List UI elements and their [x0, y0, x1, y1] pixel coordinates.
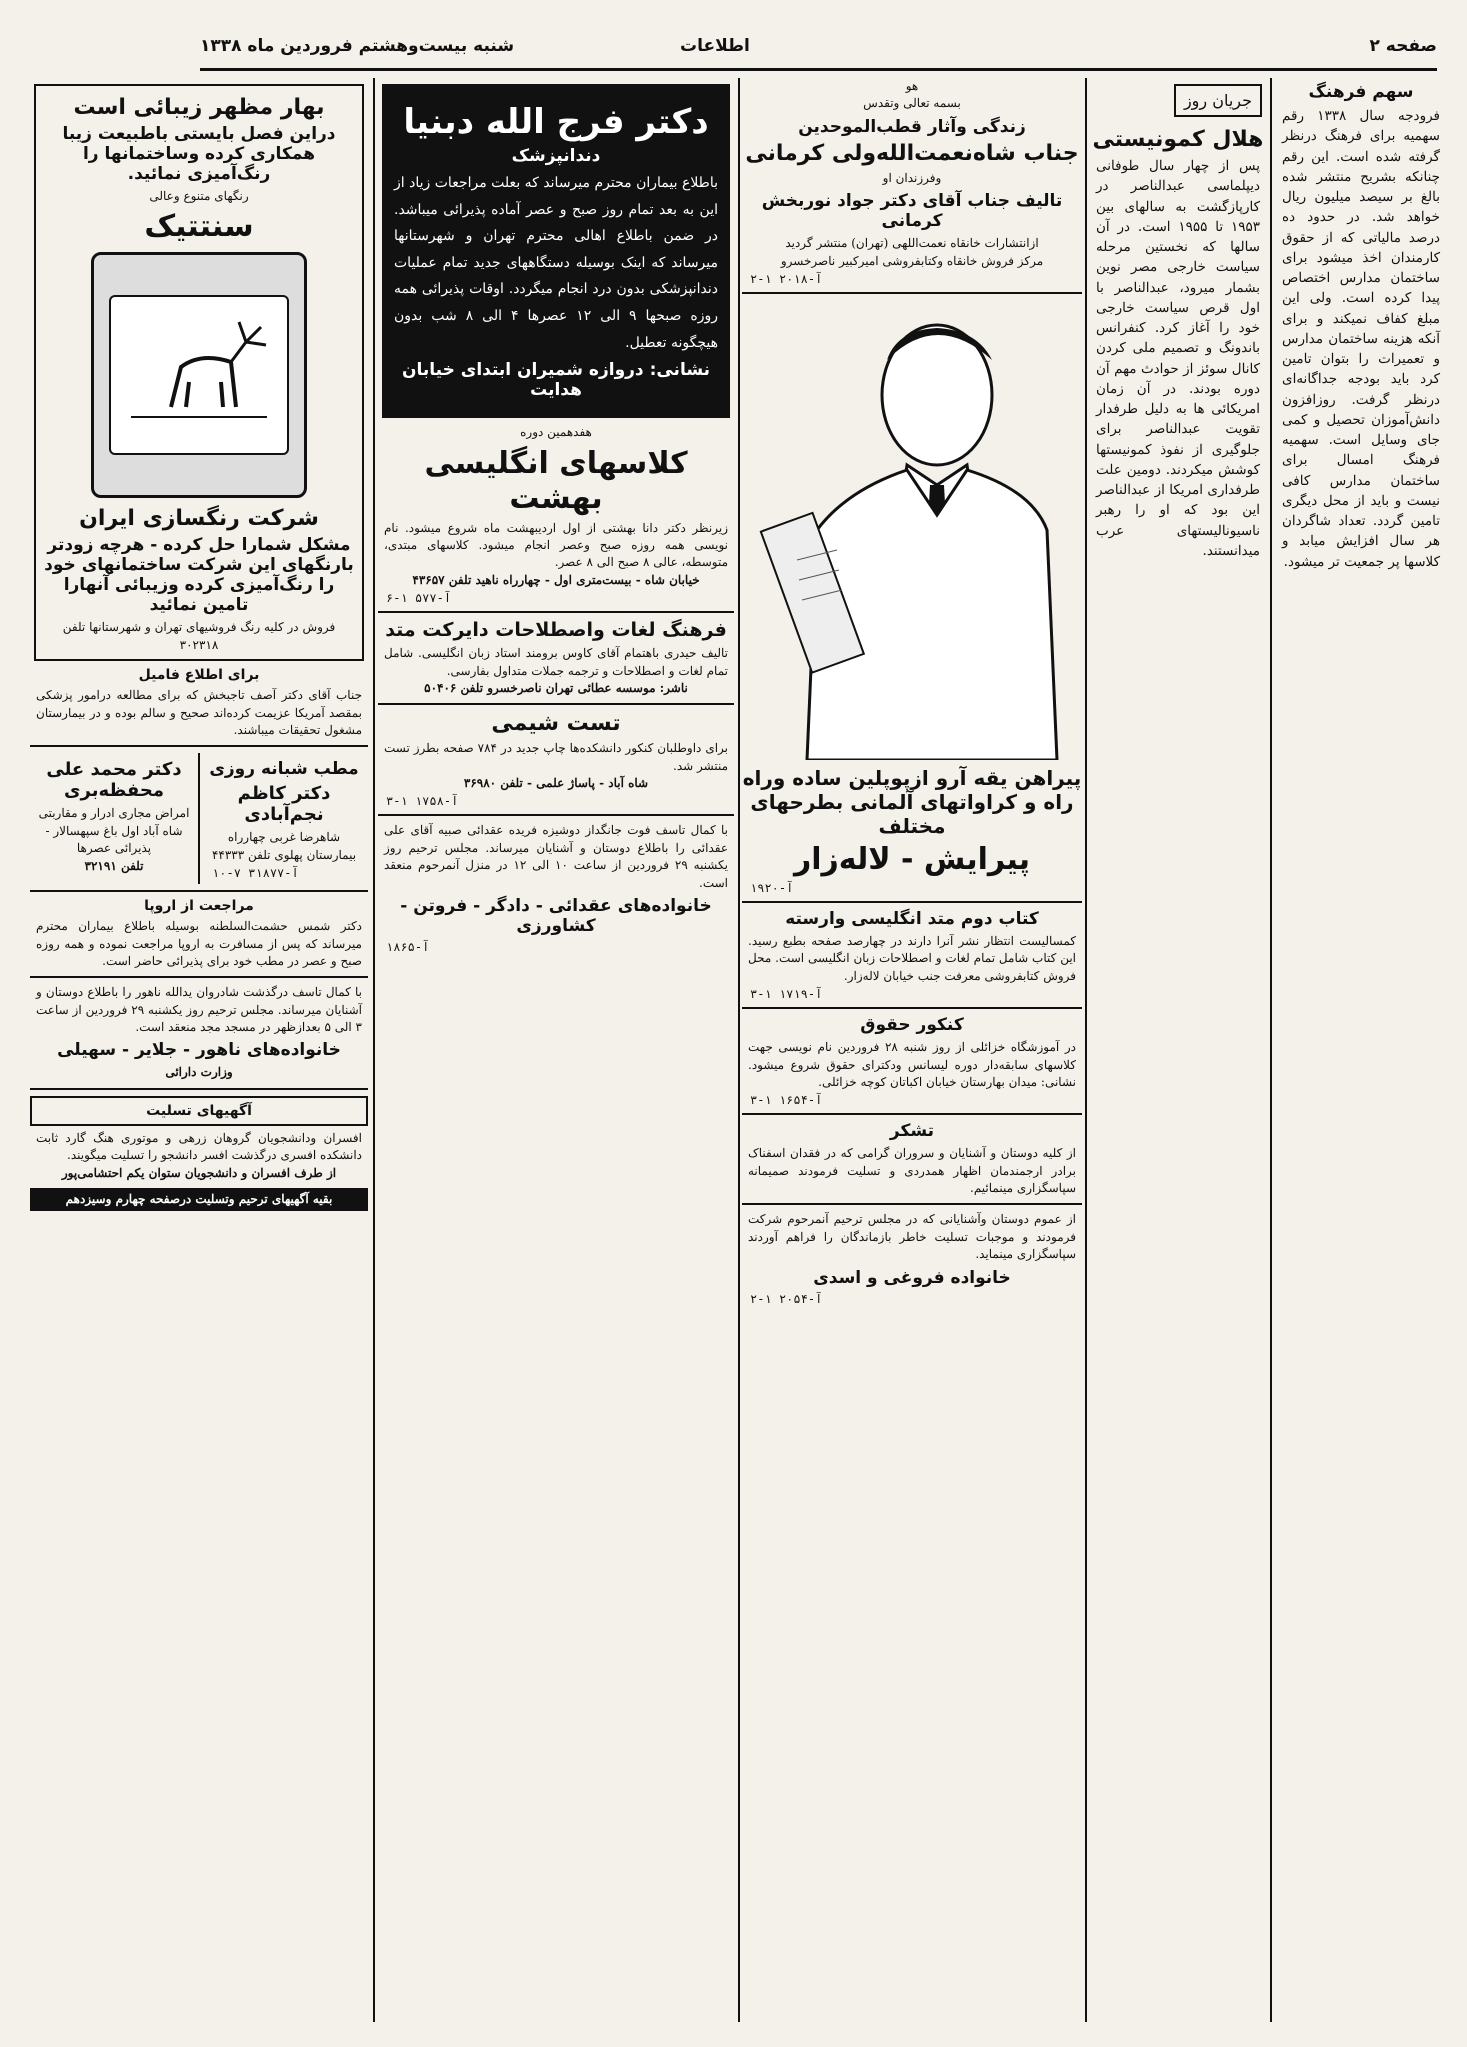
spring-headline: بهار مظهر زیبائی است	[73, 95, 325, 120]
deer-logo-icon	[111, 297, 287, 453]
company-name: شرکت رنگسازی ایران	[79, 506, 319, 532]
newspaper-name: اطلاعات	[680, 36, 750, 56]
ad-code: آ-۵۷۷ ۱-۶	[386, 591, 452, 606]
saint-name: جناب شاه‌نعمت‌الله‌ولی کرمانی	[745, 140, 1079, 166]
urology-ad	[30, 753, 198, 884]
english-course-address: خیابان شاه - بیست‌متری اول - چهارراه ناهید تلفن ۴۳۶۵۷	[412, 572, 700, 587]
chemistry-test-title: تست شیمی	[491, 711, 621, 737]
dentist-label: دندانپزشک	[511, 146, 601, 166]
paint-can-illustration	[91, 252, 307, 498]
thanks-title: تشکر	[889, 1121, 935, 1142]
ad-code: آ-۱۷۵۸ ۱-۳	[386, 794, 459, 809]
bism-line: بسمه تعالی وتقدس	[863, 96, 961, 111]
shop-name: پیرایش - لاله‌زار	[793, 841, 1031, 877]
column-center	[742, 78, 1082, 2022]
culture-article: فرودجه سال ۱۳۳۸ رقم سهمیه برای فرهنگ درنظر گرفته شده است. این رقم چنانکه بشریح منتشر شده بالغ بر سیصد میلیون ریال خواهد شد. در حدود ده درصد مالیاتی که از حقوق کارمندان اخذ میشود برای ساختمان مدارس اختصاص پیدا کرده است. ولی این مبلغ کفاف نمیکند و برای آنکه هزینه ساختمان مدارس و تعمیرات را بتوان تامین کرد باید بودجه جداگانه‌ای درنظر گرفت. روزافزون دانش‌آموزان تحصیل و کمی جای وسایل است. سهمیه فرهنگ امسال برای ساختمان مدارس کافی نیست و باید از محل دیگری تامین گردد. تعداد شاگردان هر سال افزایش میابد و کلاسها پر جمعیت تر میشود.	[1282, 108, 1440, 570]
clinic-doctor: دکتر کاظم نجم‌آبادی	[237, 783, 331, 826]
column-culture	[1276, 78, 1446, 2022]
page-number: صفحه ۲	[1369, 36, 1437, 56]
condolence-signature: از طرف افسران و دانشجویان ستوان یکم احتشامی‌پور	[61, 1165, 337, 1180]
publisher-line: ازانتشارات خانقاه نعمت‌اللهی (تهران) منتشر گردید	[785, 236, 1039, 251]
english-course-title: کلاسهای انگلیسی بهشت	[424, 445, 688, 516]
culture-title: سهم فرهنگ	[1308, 82, 1414, 102]
book-title: زندگی وآثار قطب‌الموحدین	[798, 116, 1026, 137]
chemistry-test-address: شاه آباد - پاساژ علمی - تلفن ۳۶۹۸۰	[463, 776, 649, 791]
course-period: هفدهمین دوره	[520, 425, 592, 440]
children-line: وفرزندان او	[882, 170, 942, 185]
urology-doctor: دکتر محمد علی محفظه‌بری	[46, 759, 182, 802]
ad-code: آ-۲۰۱۸ ۱-۲	[750, 271, 823, 286]
man-with-shirt-illustration	[747, 300, 1077, 760]
paint-brand: سنتتیک	[144, 209, 254, 245]
english-course-body: زیرنظر دکتر دانا بهشتی از اول اردیبهشت ماه شروع میشود. نام نویسی همه روزه صبح وعصر انجام میشود. کلاسهای مبتدی، متوسطه، عالی ۸ صبح الی ۸ عصر.	[384, 520, 728, 570]
doctor-ads-row	[30, 753, 368, 884]
family-notice-title: برای اطلاع فامیل	[138, 667, 260, 684]
author-line: تالیف جناب آقای دکتر جواد نوربخش کرمانی	[761, 191, 1063, 232]
memorial-families: خانواده‌های ناهور - جلایر - سهیلی	[57, 1040, 341, 1061]
company-slogan: مشکل شمارا حل کرده - هرچه زودتر بارنگهای این شرکت ساختمانهای خود را رنگ‌آمیزی کرده وزیبائی آنهارا تامین نمائید	[44, 535, 354, 616]
column-rule	[373, 78, 375, 2022]
ad-code: آ-۱۹۲۰	[750, 880, 794, 895]
urology-phone: تلفن ۳۲۱۹۱	[84, 858, 144, 873]
law-exam-title: کنکور حقوق	[860, 1015, 964, 1036]
shirt-ad-text: پیراهن یقه آرو ازپوپلین ساده وراه راه و کراواتهای آلمانی بطرحهای مختلف	[742, 765, 1082, 838]
spring-body: دراین فصل بایستی باطبیعت زیبا همکاری کرده وساختمانها را رنگ‌آمیزی نمائید.	[62, 124, 336, 184]
clinic-title: مطب شبانه روزی	[209, 759, 359, 780]
issue-date: شنبه بیست‌وهشتم فروردین ماه ۱۳۳۸	[200, 36, 515, 56]
dictionary-body: تالیف حیدری باهتمام آقای کاوس برومند استاد زبان انگلیسی. شامل تمام لغات و اصطلاحات و ترجمه جملات متداول بفارسی.	[384, 646, 728, 678]
english-book-title: کتاب دوم متد انگلیسی وارسته	[785, 908, 1039, 929]
obituary-families: خانواده‌های عقدائی - دادگر - فروتن - کشاورزی	[400, 896, 712, 937]
dentist-address: نشانی: دروازه شمیران ابتدای خیابان هدایت	[401, 360, 711, 401]
sales-center: مرکز فروش خانقاه وکتابفروشی امیرکبیر ناصرخسرو	[780, 253, 1044, 268]
events-label: جریان روز	[1174, 84, 1262, 117]
memorial-signature: وزارت دارائی	[165, 1065, 233, 1080]
clinic-address: شاهرضا غربی چهارراه بیمارستان پهلوی تلفن ۴۴۳۳۳	[211, 830, 357, 862]
ad-code: آ-۳۱۸۷۷ ۷-۱۰	[212, 866, 299, 881]
ad-code: آ-۱۸۶۵	[386, 940, 430, 955]
dictionary-title: فرهنگ لغات واصطلاحات دایرکت متد	[385, 619, 727, 642]
europe-return-body: دکتر شمس حشمت‌السلطنه بوسیله باطلاع بیماران محترم میرساند که پس از مسافرت به اروپا مراجعت نموده و همه روزه صبح و عصر در مطب خود برای پذیرائی حاضر است.	[36, 919, 362, 968]
crescent-title: هلال کمونیستی	[1092, 127, 1264, 152]
ad-code: آ-۲۰۵۴ ۱-۲	[750, 1291, 823, 1306]
colors-line: رنگهای متنوع وعالی	[149, 189, 249, 203]
ad-code: آ-۱۶۵۴ ۱-۳	[750, 1093, 823, 1108]
condolence-body: افسران ودانشجویان گروهان زرهی و موتوری هنگ گارد ثابت دانشکده افسری درگذشت افسر دانشجو را تسلیت میگویند.	[36, 1130, 362, 1163]
doctor-name: دکتر فرج الله دبنیا	[403, 102, 709, 142]
dictionary-publisher: ناشر: موسسه عطائی تهران ناصرخسرو تلفن ۵۰۴۰۶	[424, 680, 688, 695]
page-header	[200, 28, 1437, 71]
column-rule	[738, 78, 740, 2022]
dentist-ad	[382, 84, 730, 418]
paint-ad	[34, 84, 364, 661]
thanks-body: از کلیه دوستان و آشنایان و سروران گرامی که در فقدان اسفناک برادر ارجمندمان اظهار همدردی و تسلیت فرمودند صمیمانه سپاسگزاری مینمائیم.	[748, 1146, 1076, 1196]
column-rule	[1085, 78, 1087, 2022]
europe-return-title: مراجعت از اروپا	[144, 898, 254, 915]
continued-notice: بقیه آگهیهای ترحیم وتسلیت درصفحه چهارم وسیزدهم	[30, 1188, 368, 1211]
condolence-header: آگهیهای تسلیت	[30, 1096, 368, 1126]
law-exam-body: در آموزشگاه خزائلی از روز شنبه ۲۸ فروردین نام نویسی جهت کلاسهای سابقه‌دار دوره لیسانس ودکترای حقوق شروع میشود. نشانی: میدان بهارستان خیابان اکباتان کوچه خزائلی.	[748, 1040, 1076, 1089]
column-ads	[378, 78, 734, 2022]
column-editorial	[1090, 78, 1266, 2022]
english-book-body: کمسالیست انتظار نشر آنرا دارند در چهارصد صفحه بطبع رسید. این کتاب شامل تمام لغات و اصطلاحات زبان انگلیسی است. محل فروش کتابفروشی معرفت جنب خیابان لاله‌زار.	[748, 933, 1076, 983]
family-notice-body: جناب آقای دکتر آصف تاجبخش که برای مطالعه درامور پزشکی بمقصد آمریکا عزیمت کرده‌اند صحیح و سالم بوده و در بیمارستان مشغول تحقیقات میباشند.	[36, 688, 362, 737]
hoo-heading: هو	[905, 79, 919, 93]
thanks-signature: خانواده فروغی و اسدی	[813, 1267, 1011, 1288]
ad-code: آ-۱۷۱۹ ۱-۳	[750, 987, 823, 1002]
thanks-body-2: از عموم دوستان وآشنایانی که در مجلس ترحیم آنمرحوم شرکت فرمودند و موجبات تسلیت خاطر بازماندگان را فراهم آوردند سپاسگزاری مینماید.	[748, 1212, 1076, 1262]
obituary-body: با کمال تاسف فوت جانگداز دوشیزه فریده عقدائی صبیه آقای علی عقدائی را باطلاع دوستان و آشنایان میرساند. مجلس ترحیم روز یکشنبه ۲۹ فروردین از ساعت ۱۰ الی ۱۲ در منزل آنمرحوم منعقد است.	[384, 823, 728, 890]
sales-line: فروش در کلیه رنگ فروشیهای تهران و شهرستانها تلفن ۳۰۲۳۱۸	[62, 620, 336, 652]
chemistry-test-body: برای داوطلبان کنکور دانشکده‌ها چاپ جدید در ۷۸۴ صفحه بطرز تست منتشر شد.	[384, 741, 729, 773]
urology-body: امراض مجاری ادرار و مقاربتی شاه آباد اول باغ سپهسالار - پذیرائی عصرها	[38, 806, 190, 856]
column-rule	[1270, 78, 1272, 2022]
crescent-article: پس از چهار سال طوفانی دیپلماسی عبدالناصر در کارپازگشت به سالهای بین ۱۹۵۳ تا ۱۹۵۵ است. در آن سالها که نخستین مرحله سیاست خارجی مصر نوین بشمار میرود، عبدالناصر با اول قرص سیاست خارجی خود را آغاز کرد. کنفرانس باندونگ و تصمیم ملی کردن کانال سوئز از حوادث مهم آن دوره بودند. در آن زمان امریکائی ها به دلیل طرفدار تقویت عبدالناصر برای جلوگیری از نفوذ کمونیستها کوشش میکردند. دومین علت طرفداری امریکا از عبدالناصر این بود که او را رهبر ناسیونالیستهای عرب میدانستند.	[1096, 158, 1261, 559]
dentist-body: باطلاع بیماران محترم میرساند که بعلت مراجعات زیاد از این به بعد تمام روز صبح و عصر آماده پذیرائی میباشد. در ضمن باطلاع اهالی محترم تهران و شهرستانها میرساند که اینک بوسیله دستگاههای جدید تمام عملیات دندانپزشکی بدون درد انجام میگردد. اوقات پذیرائی همه روزه صبحها ۹ الی ۱۲ عصرها ۴ الی ۸ شب بدون هیچگونه تعطیل.	[394, 175, 718, 351]
memorial-body: با کمال تاسف درگذشت شادروان یدالله ناهور را باطلاع دوستان و آشنایان میرساند. مجلس ترحیم روز یکشنبه ۲۹ فروردین از ساعت ۳ الی ۵ بعدازظهر در مسجد مجد منعقد است.	[36, 985, 362, 1035]
night-clinic-ad	[198, 753, 368, 884]
column-left	[30, 78, 368, 2022]
